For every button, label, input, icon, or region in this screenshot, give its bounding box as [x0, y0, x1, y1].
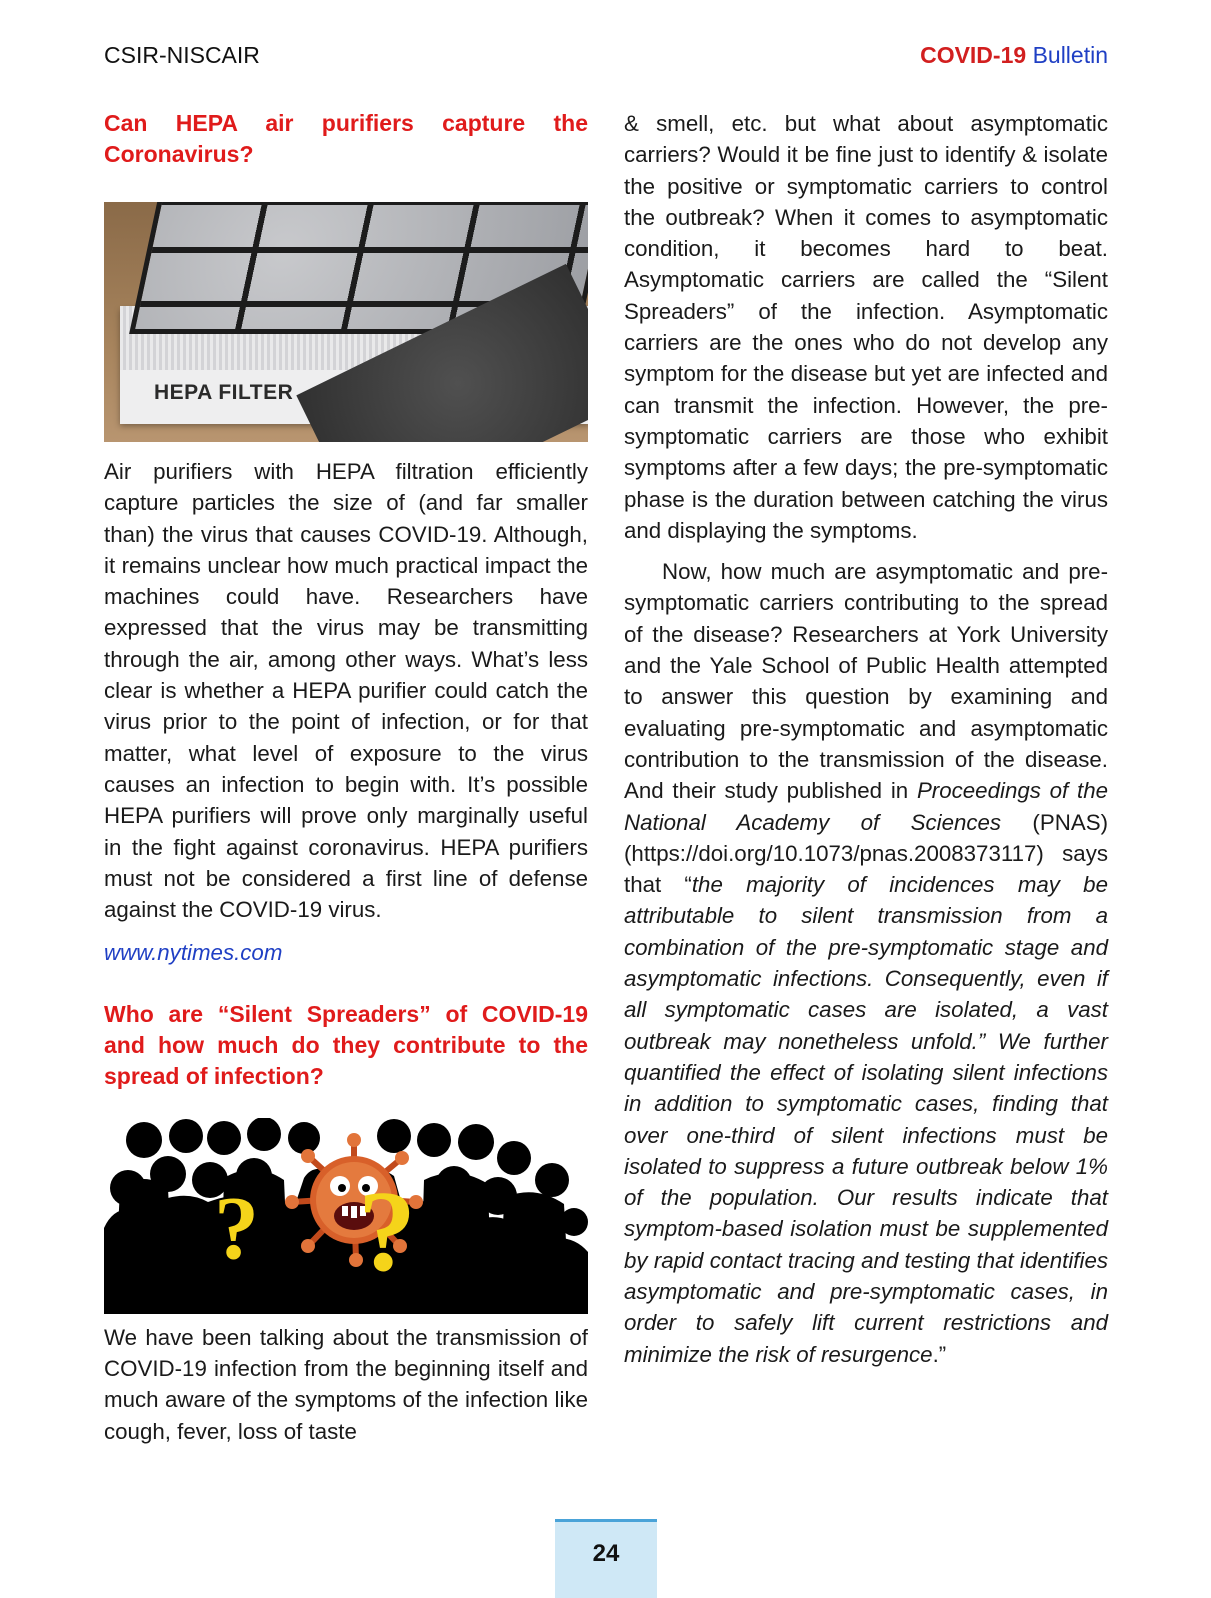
question-mark-icon-right: ? [358, 1167, 416, 1296]
research-paragraph [624, 556, 1108, 1370]
research-text-a: Now, how much are asymptomatic and pre-symptomatic carriers contributing to the spread of the disease? Researchers at York University and the Yale School of Public Health attempted to answer this question by examining and evaluating pre-symptomatic and asymptomatic contribution to the transmission of the disease. And their study published in [624, 559, 1108, 804]
right-column [624, 108, 1108, 1370]
left-column [104, 108, 588, 1447]
asymptomatic-paragraph: & smell, etc. but what about asymptomatic carriers? Would it be fine just to identify & isolate the positive or symptomatic carriers to control the outbreak? When it comes to asymptomatic condition, it becomes hard to beat. Asymptomatic carriers are called the “Silent Spreaders” of the infection. Asymptomatic carriers are the ones who do not develop any symptom for the disease but yet are infected and can transmit the infection. However, the pre-symptomatic carriers are those who exhibit symptoms after a few days; the pre-symptomatic phase is the duration between catching the virus and displaying the symptoms. [624, 111, 1108, 543]
header-org: CSIR-NISCAIR [104, 42, 260, 68]
quote-end: .” [932, 1341, 947, 1367]
page-number: 24 [555, 1519, 657, 1598]
header-bulletin: Bulletin [1032, 42, 1108, 68]
header-covid: COVID-19 [920, 42, 1027, 68]
hepa-paragraph: Air purifiers with HEPA filtration efficiently capture particles the size of (and far smaller than) the virus that causes COVID-19. Although, it remains unclear how much practical impact the machines could have. Researchers have expressed that the virus may be transmitting through the air, among other ways. What’s less clear is whether a HEPA purifier could catch the virus prior to the point of infection, or for that matter, what level of exposure to the virus causes an infection to begin with. It’s possible HEPA purifiers will prove only marginally useful in the fight against coronavirus. HEPA purifiers must not be considered a first line of defense against the COVID-19 virus. [104, 459, 588, 923]
crowd-silhouette-illustration [104, 1118, 588, 1314]
silent-spreaders-intro: We have been talking about the transmission of COVID-19 infection from the beginning itself and much aware of the symptoms of the infection like cough, fever, loss of taste [104, 1324, 588, 1444]
question-mark-icon-left: ? [214, 1178, 259, 1278]
hepa-filter-image [104, 202, 588, 442]
source-link[interactable]: www.nytimes.com [104, 940, 283, 966]
header-title [920, 42, 1108, 69]
heading-silent-spreaders: Who are “Silent Spreaders” of COVID-19 and how much do they contribute to the spread of infection? [104, 1000, 588, 1089]
heading-hepa: Can HEPA air purifiers capture the Coronavirus? [104, 110, 588, 167]
journal-name: Proceedings of the National Academy of Sciences [624, 778, 1108, 835]
study-quote: the majority of incidences may be attributable to silent transmission from a combination of the pre-symptomatic stage and asymptomatic infections. Consequently, even if all symptomatic cases are isolated, a vast outbreak may nonetheless unfold.” We further quantified the effect of isolating silent infections in addition to symptomatic cases, finding that over one-third of silent infections must be isolated to suppress a future outbreak below 1% of the population. Our results indicate that symptom-based isolation must be supplemented by rapid contact tracing and testing that identifies asymptomatic and pre-symptomatic cases, in order to safely lift current restrictions and minimize the risk of resurgence [624, 872, 1108, 1367]
silent-spreaders-image [104, 1118, 588, 1314]
hepa-filter-label: HEPA FILTER [154, 381, 294, 404]
research-text-b: (PNAS) (https://doi.org/10.1073/pnas.2008373117) says that “ [624, 809, 1109, 898]
